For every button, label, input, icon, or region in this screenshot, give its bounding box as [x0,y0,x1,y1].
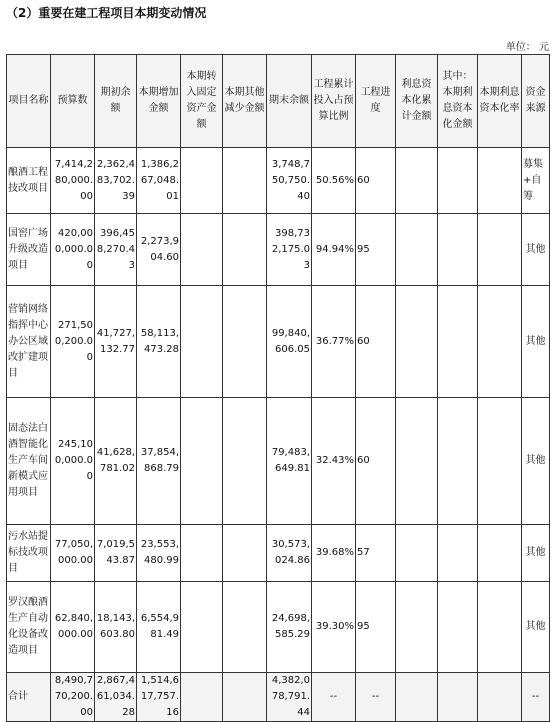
interest-current-cell [438,148,478,214]
ratio-cell: 32.43% [312,398,356,525]
header-cell: 工程累计投入占预算比例 [312,55,356,148]
section-heading: （2）重要在建工程项目本期变动情况 [6,6,207,20]
project-name-cell: 固态法白酒智能化生产车间新模式应用项目 [7,398,51,525]
budget-cell: 8,490,770,200.00 [51,673,95,722]
other-decrease-cell [223,286,267,398]
closing-balance-cell: 24,698,585.29 [267,582,312,673]
progress-cell: 95 [356,214,396,286]
increase-cell: 58,113,473.28 [137,286,181,398]
opening-balance-cell: 41,628,781.02 [95,398,137,525]
table-row [7,148,550,214]
header-cell: 本期利息资本化率 [478,55,522,148]
ratio-cell: 50.56% [312,148,356,214]
closing-balance-cell: 398,732,175.03 [267,214,312,286]
fund-source-cell: 其他 [522,582,550,673]
table-row [7,398,550,525]
header-cell: 项目名称 [7,55,51,148]
budget-cell: 245,100,000.00 [51,398,95,525]
table-row [7,525,550,582]
interest-current-cell [438,582,478,673]
interest-cumulative-cell [396,398,438,525]
interest-current-cell [438,398,478,525]
table-row [7,286,550,398]
project-name-cell: 酿酒工程技改项目 [7,148,51,214]
ratio-cell: 39.30% [312,582,356,673]
interest-cumulative-cell [396,525,438,582]
opening-balance-cell: 2,867,461,034.28 [95,673,137,722]
ratio-cell: 36.77% [312,286,356,398]
opening-balance-cell: 41,727,132.77 [95,286,137,398]
fund-source-cell: 其他 [522,398,550,525]
fund-source-cell: 其他 [522,286,550,398]
construction-projects-table [6,54,550,722]
project-name-cell: 罗汉酿酒生产自动化设备改造项目 [7,582,51,673]
project-name-cell: 营销网络指挥中心办公区域改扩建项目 [7,286,51,398]
table-row [7,582,550,673]
unit-label: 单位： 元 [505,42,549,53]
budget-cell: 271,500,200.00 [51,286,95,398]
closing-balance-cell: 4,382,078,791.44 [267,673,312,722]
fund-source-cell: -- [522,673,550,722]
interest-current-cell [438,214,478,286]
closing-balance-cell: 79,483,649.81 [267,398,312,525]
transfer-cell [181,214,223,286]
ratio-cell: -- [312,673,356,722]
interest-rate-cell [478,148,522,214]
other-decrease-cell [223,214,267,286]
increase-cell: 2,273,904.60 [137,214,181,286]
fund-source-cell: 其他 [522,525,550,582]
header-cell: 本期转入固定资产金额 [181,55,223,148]
closing-balance-cell: 99,840,606.05 [267,286,312,398]
transfer-cell [181,148,223,214]
progress-cell: 60 [356,148,396,214]
interest-cumulative-cell [396,286,438,398]
progress-cell: 57 [356,525,396,582]
opening-balance-cell: 18,143,603.80 [95,582,137,673]
closing-balance-cell: 3,748,750,750.40 [267,148,312,214]
closing-balance-cell: 30,573,024.86 [267,525,312,582]
header-cell: 其中：本期利息资本化金额 [438,55,478,148]
opening-balance-cell: 7,019,543.87 [95,525,137,582]
opening-balance-cell: 2,362,483,702.39 [95,148,137,214]
budget-cell: 62,840,000.00 [51,582,95,673]
progress-cell: 60 [356,286,396,398]
interest-current-cell [438,673,478,722]
interest-cumulative-cell [396,582,438,673]
increase-cell: 1,514,617,757.16 [137,673,181,722]
budget-cell: 77,050,000.00 [51,525,95,582]
other-decrease-cell [223,582,267,673]
fund-source-cell: 募集+自筹 [522,148,550,214]
header-cell: 预算数 [51,55,95,148]
ratio-cell: 39.68% [312,525,356,582]
other-decrease-cell [223,673,267,722]
header-cell: 本期其他减少金额 [223,55,267,148]
header-cell: 资金来源 [522,55,550,148]
fund-source-cell: 其他 [522,214,550,286]
other-decrease-cell [223,525,267,582]
header-cell: 利息资本化累计金额 [396,55,438,148]
other-decrease-cell [223,148,267,214]
interest-rate-cell [478,214,522,286]
transfer-cell [181,286,223,398]
interest-cumulative-cell [396,673,438,722]
interest-current-cell [438,525,478,582]
ratio-cell: 94.94% [312,214,356,286]
increase-cell: 23,553,480.99 [137,525,181,582]
other-decrease-cell [223,398,267,525]
header-cell: 期末余额 [267,55,312,148]
project-name-cell: 国窖广场升级改造项目 [7,214,51,286]
header-row [7,55,550,148]
interest-cumulative-cell [396,148,438,214]
progress-cell: 95 [356,582,396,673]
header-cell: 本期增加金额 [137,55,181,148]
interest-cumulative-cell [396,214,438,286]
total-row [7,673,550,722]
transfer-cell [181,525,223,582]
interest-rate-cell [478,673,522,722]
budget-cell: 420,000,000.00 [51,214,95,286]
increase-cell: 1,386,267,048.01 [137,148,181,214]
project-name-cell: 污水站提标技改项目 [7,525,51,582]
progress-cell: 60 [356,398,396,525]
interest-current-cell [438,286,478,398]
transfer-cell [181,398,223,525]
header-cell: 工程进度 [356,55,396,148]
total-label-cell: 合计 [7,673,51,722]
interest-rate-cell [478,582,522,673]
increase-cell: 6,554,981.49 [137,582,181,673]
header-cell: 期初余额 [95,55,137,148]
table-row [7,214,550,286]
transfer-cell [181,673,223,722]
interest-rate-cell [478,398,522,525]
opening-balance-cell: 396,458,270.43 [95,214,137,286]
increase-cell: 37,854,868.79 [137,398,181,525]
budget-cell: 7,414,280,000.00 [51,148,95,214]
interest-rate-cell [478,525,522,582]
interest-rate-cell [478,286,522,398]
transfer-cell [181,582,223,673]
progress-cell: -- [356,673,396,722]
